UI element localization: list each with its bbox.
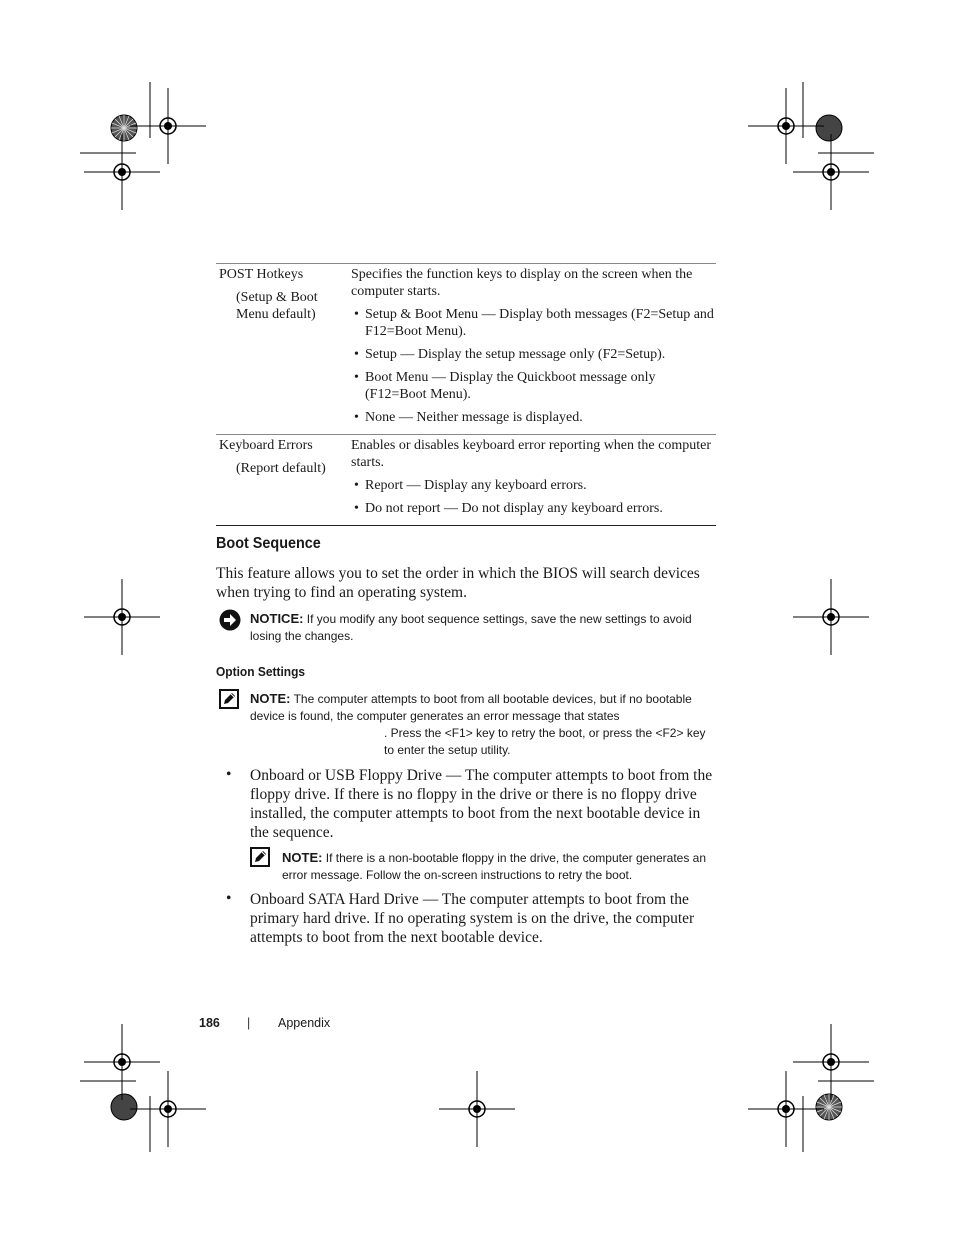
option-term: None bbox=[365, 410, 396, 425]
bullet-floppy bbox=[250, 766, 716, 842]
option-term: Boot Menu bbox=[365, 370, 429, 385]
settings-table bbox=[216, 263, 716, 526]
note-line-group bbox=[250, 690, 716, 725]
option-list bbox=[351, 477, 716, 517]
notice-label: NOTICE: bbox=[250, 611, 304, 626]
notice-text: If you modify any boot sequence settings, save the new settings to avoid losing the changes. bbox=[250, 612, 692, 643]
note-floppy bbox=[282, 849, 716, 884]
setting-default bbox=[219, 289, 348, 323]
option-list bbox=[351, 306, 716, 426]
option-term: Setup bbox=[365, 347, 397, 362]
note-pencil-icon bbox=[250, 847, 270, 867]
bullet-text: The computer attempts to boot from the floppy drive. If there is no floppy in the drive or there is no floppy drive installed, the computer attempts to boot from the next bootable device in the sequence. bbox=[250, 767, 713, 841]
subsection-title: Option Settings bbox=[216, 664, 306, 679]
list-item bbox=[351, 346, 716, 363]
option-term: Setup & Boot Menu bbox=[365, 307, 479, 322]
bullet-text: — The computer attempts to boot from the primary hard drive. If no operating system is on the drive, the computer attempts to boot from the next bootable device. bbox=[250, 891, 695, 946]
note-label: NOTE: bbox=[282, 850, 323, 865]
option-text: — Do not display any keyboard errors. bbox=[440, 501, 663, 516]
setting-description: Specifies the function keys to display on the screen when the computer starts. bbox=[351, 267, 693, 299]
setting-default bbox=[219, 460, 348, 477]
list-item bbox=[351, 477, 716, 494]
option-text: — Display the bbox=[428, 370, 518, 385]
default-close: default) bbox=[268, 307, 316, 322]
list-item bbox=[351, 306, 716, 340]
bullet-marker: • bbox=[226, 890, 232, 907]
setting-description: Enables or disables keyboard error reporting when the computer starts. bbox=[351, 438, 711, 470]
option-term: Do not report bbox=[365, 501, 441, 516]
setting-name-cell bbox=[216, 264, 348, 434]
default-value: Report bbox=[240, 461, 279, 476]
section-title: Boot Sequence bbox=[216, 535, 321, 552]
option-text: — Display any keyboard errors. bbox=[403, 478, 587, 493]
default-open: ( bbox=[236, 290, 241, 305]
footer-separator: | bbox=[247, 1016, 251, 1030]
default-open: ( bbox=[236, 461, 241, 476]
default-close: default) bbox=[278, 461, 326, 476]
option-text: — Neither message is displayed. bbox=[395, 410, 583, 425]
bullet-marker: • bbox=[226, 766, 232, 783]
setting-name-cell bbox=[216, 435, 348, 525]
bullet-term: Onboard SATA Hard Drive bbox=[250, 891, 419, 908]
notice-icon bbox=[219, 609, 241, 631]
note-pencil-icon bbox=[219, 689, 239, 709]
option-text: — Display the setup message only (F2=Setup). bbox=[396, 347, 666, 362]
list-item bbox=[351, 409, 716, 426]
option-term: Quickboot bbox=[517, 370, 577, 385]
option-term: Report bbox=[365, 478, 404, 493]
intro-paragraph: This feature allows you to set the order in which the BIOS will search devices when trying to find an operating system. bbox=[216, 565, 700, 601]
table-row bbox=[216, 434, 716, 525]
note-text: If there is a non-bootable floppy in the drive, the computer generates an error message. Follow the on-screen instructions to retry the boot. bbox=[282, 851, 707, 882]
option-text: — Display both messages (F2=Setup and F12=Boot Menu). bbox=[365, 307, 714, 339]
note-continuation bbox=[250, 725, 716, 759]
default-value: Setup & Boot Menu bbox=[236, 290, 318, 322]
note-text: . Press the <F1> key to retry the boot, or press the <F2> key to enter the setup utility. bbox=[384, 726, 706, 757]
note-label: NOTE: bbox=[250, 691, 291, 706]
option-text: message only (F12=Boot Menu). bbox=[365, 370, 656, 402]
setting-description-cell bbox=[348, 264, 716, 434]
list-item bbox=[351, 369, 716, 403]
setting-name: Keyboard Errors bbox=[219, 438, 313, 453]
setting-name: POST Hotkeys bbox=[219, 267, 304, 282]
footer-section: Appendix bbox=[278, 1016, 331, 1030]
list-item bbox=[351, 500, 716, 517]
page-number: 186 bbox=[199, 1016, 220, 1030]
table-row bbox=[216, 264, 716, 434]
notice bbox=[250, 610, 716, 645]
note-boot-devices bbox=[250, 690, 716, 759]
bullet-term: Onboard or USB Floppy Drive — bbox=[250, 767, 462, 784]
bullet-sata bbox=[250, 890, 716, 947]
setting-description-cell bbox=[348, 435, 716, 525]
note-text: The computer attempts to boot from all bootable devices, but if no bootable device is found, the computer generates an error message that states bbox=[250, 692, 692, 723]
